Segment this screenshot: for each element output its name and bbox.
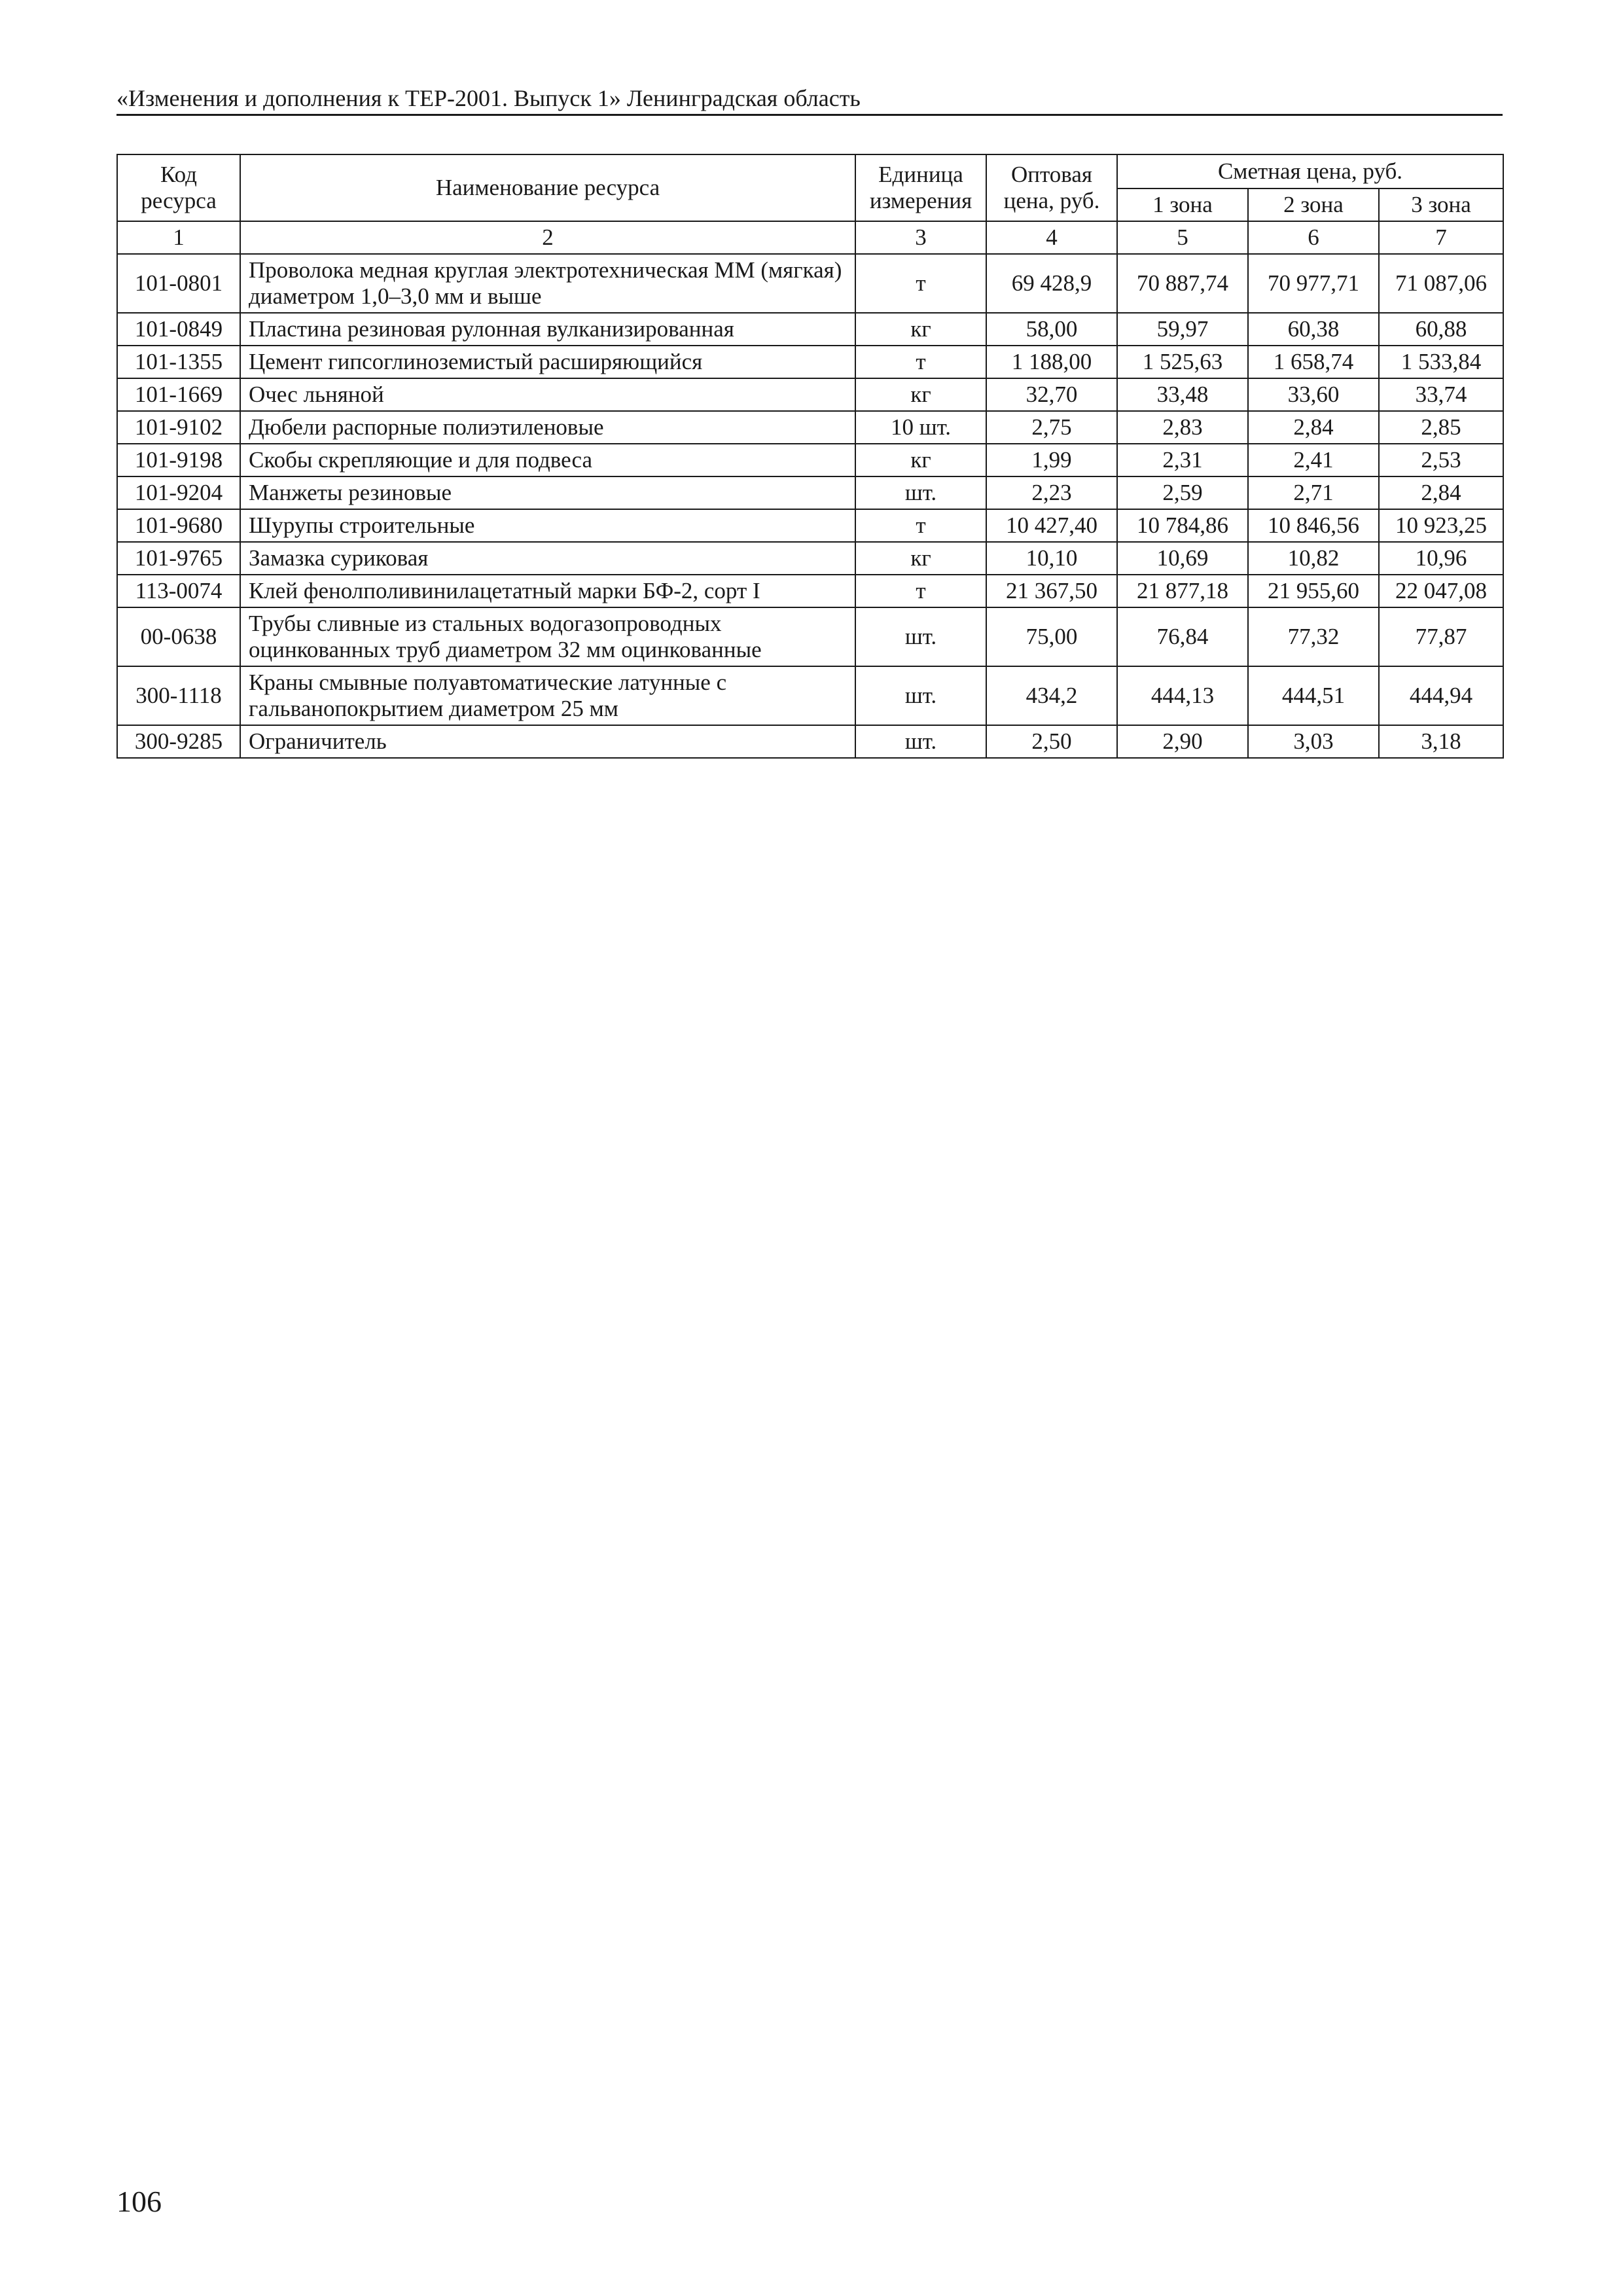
resource-name: Очес льняной [240,378,855,411]
header-wholesale-price: Оптовая цена, руб. [986,154,1117,221]
resource-name: Замазка суриковая [240,542,855,575]
wholesale-price: 434,2 [986,666,1117,725]
zone-2-price: 1 658,74 [1248,346,1379,378]
table-row [117,254,1503,313]
zone-1-price: 33,48 [1117,378,1248,411]
table-row [117,346,1503,378]
zone-1-price: 2,83 [1117,411,1248,444]
resource-price-table [116,154,1504,759]
running-title: «Изменения и дополнения к ТЕР-2001. Выпуск 1» Ленинградская область [116,85,861,111]
table-row [117,378,1503,411]
resource-code: 101-1669 [117,378,240,411]
table-row [117,444,1503,476]
unit: 10 шт. [855,411,986,444]
column-number: 1 [117,221,240,254]
wholesale-price: 58,00 [986,313,1117,346]
resource-name: Дюбели распорные полиэтиленовые [240,411,855,444]
resource-name: Краны смывные полуавтоматические латунные с гальванопокрытием диаметром 25 мм [240,666,855,725]
resource-name: Пластина резиновая рулонная вулканизированная [240,313,855,346]
zone-3-price: 1 533,84 [1379,346,1503,378]
column-number: 2 [240,221,855,254]
zone-2-price: 77,32 [1248,607,1379,666]
page-number: 106 [116,2185,162,2218]
table-row [117,725,1503,758]
header-estimate-price: Сметная цена, руб. [1117,154,1503,188]
resource-code: 101-9680 [117,509,240,542]
zone-2-price: 10,82 [1248,542,1379,575]
wholesale-price: 10 427,40 [986,509,1117,542]
unit: кг [855,542,986,575]
unit: шт. [855,725,986,758]
resource-code: 113-0074 [117,575,240,607]
resource-code: 101-0801 [117,254,240,313]
wholesale-price: 1,99 [986,444,1117,476]
zone-3-price: 22 047,08 [1379,575,1503,607]
resource-code: 101-9102 [117,411,240,444]
column-number: 5 [1117,221,1248,254]
unit: шт. [855,607,986,666]
resource-code: 00-0638 [117,607,240,666]
resource-name: Проволока медная круглая электротехническая ММ (мягкая) диаметром 1,0–3,0 мм и выше [240,254,855,313]
zone-1-price: 59,97 [1117,313,1248,346]
zone-2-price: 2,84 [1248,411,1379,444]
zone-3-price: 2,84 [1379,476,1503,509]
zone-1-price: 1 525,63 [1117,346,1248,378]
zone-1-price: 10,69 [1117,542,1248,575]
unit: кг [855,313,986,346]
header-unit: Единица измерения [855,154,986,221]
zone-2-price: 21 955,60 [1248,575,1379,607]
resource-name: Клей фенолполивинилацетатный марки БФ-2, сорт I [240,575,855,607]
resource-name: Ограничитель [240,725,855,758]
unit: т [855,509,986,542]
table-row [117,313,1503,346]
zone-1-price: 70 887,74 [1117,254,1248,313]
zone-3-price: 10 923,25 [1379,509,1503,542]
zone-3-price: 33,74 [1379,378,1503,411]
zone-3-price: 2,85 [1379,411,1503,444]
table-header [117,154,1503,254]
unit: т [855,254,986,313]
resource-code: 300-9285 [117,725,240,758]
zone-2-price: 60,38 [1248,313,1379,346]
table-row [117,607,1503,666]
header-rule [116,114,1503,116]
header-zone-1: 1 зона [1117,188,1248,221]
resource-name: Трубы сливные из стальных водогазопроводных оцинкованных труб диаметром 32 мм оцинкованные [240,607,855,666]
unit: шт. [855,476,986,509]
wholesale-price: 10,10 [986,542,1117,575]
zone-3-price: 60,88 [1379,313,1503,346]
zone-1-price: 2,90 [1117,725,1248,758]
table-row [117,509,1503,542]
table-row [117,476,1503,509]
wholesale-price: 32,70 [986,378,1117,411]
zone-1-price: 76,84 [1117,607,1248,666]
zone-1-price: 444,13 [1117,666,1248,725]
column-number: 4 [986,221,1117,254]
zone-3-price: 2,53 [1379,444,1503,476]
zone-3-price: 71 087,06 [1379,254,1503,313]
table-row [117,542,1503,575]
column-number: 3 [855,221,986,254]
wholesale-price: 2,50 [986,725,1117,758]
header-code: Код ресурса [117,154,240,221]
header-zone-3: 3 зона [1379,188,1503,221]
resource-code: 101-1355 [117,346,240,378]
zone-3-price: 444,94 [1379,666,1503,725]
zone-1-price: 21 877,18 [1117,575,1248,607]
zone-2-price: 2,41 [1248,444,1379,476]
column-number: 7 [1379,221,1503,254]
zone-2-price: 10 846,56 [1248,509,1379,542]
resource-code: 101-9204 [117,476,240,509]
zone-3-price: 77,87 [1379,607,1503,666]
unit: т [855,575,986,607]
wholesale-price: 2,75 [986,411,1117,444]
wholesale-price: 75,00 [986,607,1117,666]
resource-name: Шурупы строительные [240,509,855,542]
wholesale-price: 21 367,50 [986,575,1117,607]
header-name: Наименование ресурса [240,154,855,221]
table-body [117,254,1503,758]
table-row [117,575,1503,607]
zone-2-price: 2,71 [1248,476,1379,509]
resource-name: Манжеты резиновые [240,476,855,509]
column-number-row [117,221,1503,254]
table-row [117,411,1503,444]
zone-3-price: 10,96 [1379,542,1503,575]
wholesale-price: 69 428,9 [986,254,1117,313]
wholesale-price: 2,23 [986,476,1117,509]
column-number: 6 [1248,221,1379,254]
resource-name: Скобы скрепляющие и для подвеса [240,444,855,476]
zone-2-price: 33,60 [1248,378,1379,411]
resource-code: 300-1118 [117,666,240,725]
unit: кг [855,444,986,476]
wholesale-price: 1 188,00 [986,346,1117,378]
resource-code: 101-0849 [117,313,240,346]
zone-1-price: 2,59 [1117,476,1248,509]
zone-2-price: 3,03 [1248,725,1379,758]
resource-name: Цемент гипсоглиноземистый расширяющийся [240,346,855,378]
unit: шт. [855,666,986,725]
zone-3-price: 3,18 [1379,725,1503,758]
zone-2-price: 70 977,71 [1248,254,1379,313]
table-row [117,666,1503,725]
unit: т [855,346,986,378]
header-zone-2: 2 зона [1248,188,1379,221]
zone-1-price: 10 784,86 [1117,509,1248,542]
unit: кг [855,378,986,411]
resource-code: 101-9765 [117,542,240,575]
resource-code: 101-9198 [117,444,240,476]
zone-1-price: 2,31 [1117,444,1248,476]
zone-2-price: 444,51 [1248,666,1379,725]
